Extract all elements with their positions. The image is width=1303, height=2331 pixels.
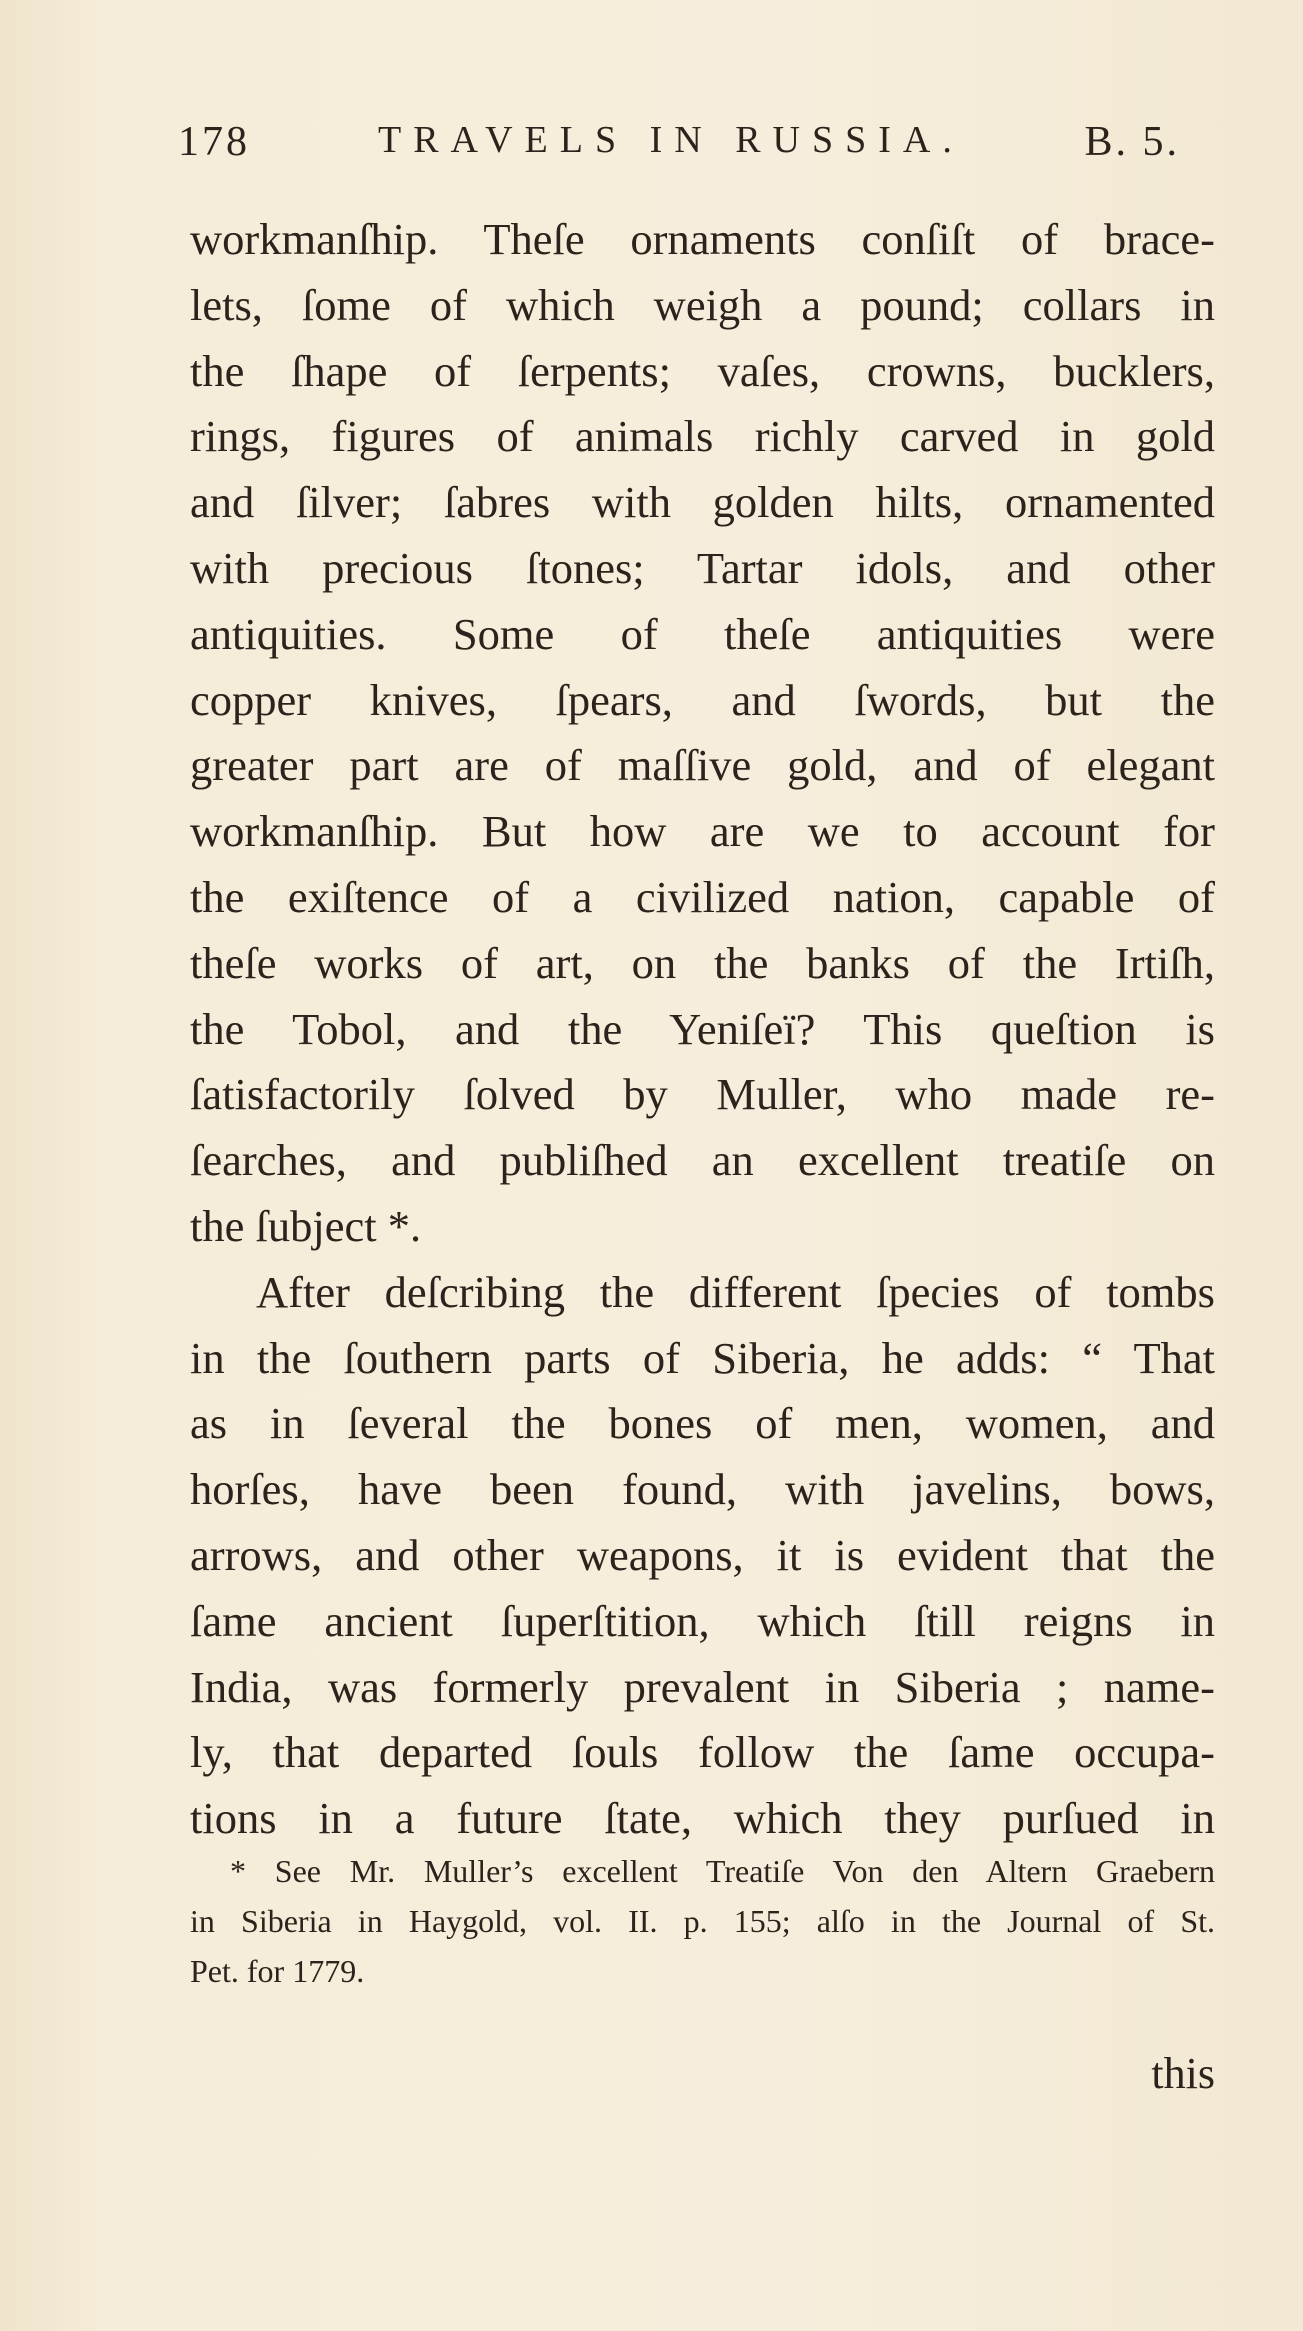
text-line: in the ſouthern parts of Siberia, he adds: “ That bbox=[190, 1332, 1215, 1383]
text-line: India, was formerly prevalent in Siberia ; name- bbox=[190, 1661, 1215, 1712]
text-line: the ſubject *. bbox=[190, 1200, 422, 1251]
text-line: as in ſeveral the bones of men, women, and bbox=[190, 1398, 1215, 1449]
text-line: copper knives, ſpears, and ſwords, but the bbox=[190, 674, 1215, 725]
text-line: greater part are of maſſive gold, and of elegant bbox=[190, 740, 1215, 791]
text-line: the exiſtence of a civilized nation, capable of bbox=[190, 871, 1215, 922]
text-line: After deſcribing the different ſpecies of tombs bbox=[256, 1266, 1215, 1317]
text-line: ſearches, and publiſhed an excellent treatiſe on bbox=[190, 1135, 1215, 1186]
text-line: workmanſhip. Theſe ornaments conſiſt of brace- bbox=[190, 214, 1215, 264]
text-line: the Tobol, and the Yeniſeï? This queſtion is bbox=[190, 1003, 1215, 1054]
text-line: theſe works of art, on the banks of the Irtiſh, bbox=[190, 937, 1215, 988]
footnote-line: Pet. for 1779. bbox=[190, 1953, 365, 1989]
text-line: and ſilver; ſabres with golden hilts, ornamented bbox=[190, 477, 1215, 528]
running-title: TRAVELS IN RUSSIA. bbox=[378, 119, 964, 161]
text-line: antiquities. Some of theſe antiquities were bbox=[190, 608, 1215, 659]
text-line: ly, that departed ſouls follow the ſame occupa- bbox=[190, 1727, 1215, 1778]
page-number: 178 bbox=[178, 119, 250, 165]
footnote-line: * See Mr. Muller’s excellent Treatiſe Von den Altern Graebern bbox=[230, 1853, 1215, 1889]
running-header bbox=[178, 118, 1180, 178]
text-line: workmanſhip. But how are we to account for bbox=[190, 806, 1215, 857]
text-line: tions in a future ſtate, which they purſued in bbox=[190, 1793, 1215, 1844]
text-line: rings, figures of animals richly carved in gold bbox=[190, 411, 1215, 462]
chapter-mark: B. 5. bbox=[1084, 119, 1180, 165]
text-line: arrows, and other weapons, it is evident that the bbox=[190, 1529, 1215, 1580]
footnote-line: in Siberia in Haygold, vol. II. p. 155; alſo in the Journal of St. bbox=[190, 1903, 1215, 1939]
text-line: ſatisfactorily ſolved by Muller, who made re- bbox=[190, 1069, 1215, 1120]
text-line: horſes, have been found, with javelins, bows, bbox=[190, 1464, 1215, 1515]
footnote bbox=[190, 1846, 1215, 1996]
text-line: lets, ſome of which weigh a pound; collars in bbox=[190, 279, 1215, 330]
text-line: the ſhape of ſerpents; vaſes, crowns, bucklers, bbox=[190, 345, 1215, 396]
body-text bbox=[190, 207, 1215, 1852]
text-line: with precious ſtones; Tartar idols, and other bbox=[190, 542, 1215, 593]
text-line: ſame ancient ſuperſtition, which ſtill reigns in bbox=[190, 1595, 1215, 1646]
catchword: this bbox=[1151, 2049, 1215, 2098]
